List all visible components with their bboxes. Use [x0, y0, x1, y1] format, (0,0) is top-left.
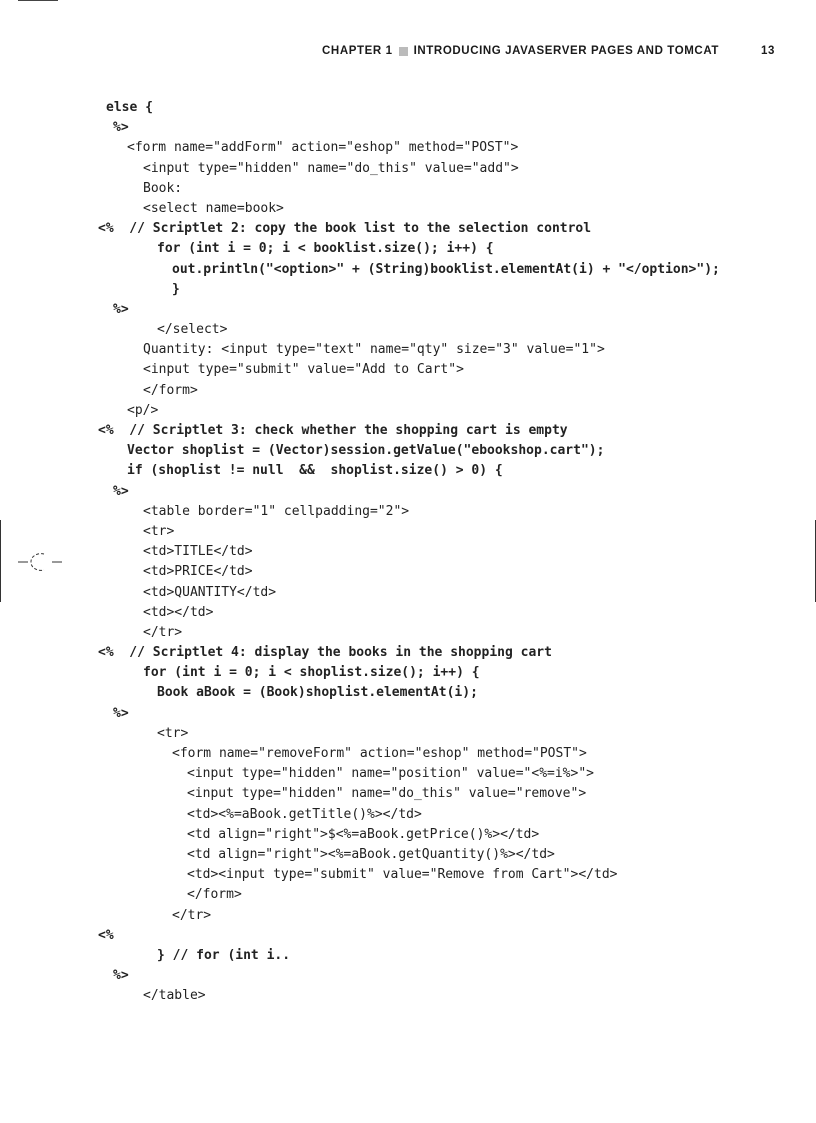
code-listing: [0, 98, 816, 1006]
code-line: </form>: [187, 887, 242, 903]
code-line: } // for (int i..: [157, 947, 291, 963]
crop-mark-top: [18, 0, 58, 1]
page-number: 13: [761, 45, 775, 57]
code-line: %>: [113, 120, 129, 136]
code-line: <% // Scriptlet 4: display the books in the shopping cart: [98, 645, 552, 661]
code-line: <p/>: [127, 402, 159, 418]
code-line: <td>PRICE</td>: [143, 564, 253, 580]
code-line: <td>TITLE</td>: [143, 544, 253, 560]
code-line: for (int i = 0; i < shoplist.size(); i++) {: [143, 665, 480, 681]
separator-square-icon: [399, 47, 408, 56]
code-line: Book aBook = (Book)shoplist.elementAt(i);: [157, 685, 478, 701]
code-line: </table>: [143, 988, 206, 1004]
code-line: </form>: [143, 382, 198, 398]
code-line: <input type="submit" value="Add to Cart">: [143, 362, 464, 378]
code-line: <tr>: [157, 725, 189, 741]
code-line: <tr>: [143, 523, 175, 539]
code-line: <% // Scriptlet 2: copy the book list to the selection control: [98, 221, 592, 237]
code-line: %>: [113, 301, 129, 317]
code-line: <td><%=aBook.getTitle()%></td>: [187, 806, 422, 822]
code-line: Quantity: <input type="text" name="qty" size="3" value="1">: [143, 342, 605, 358]
code-line: <%: [98, 927, 114, 943]
registration-mark-icon: [18, 548, 64, 576]
code-line: <td>QUANTITY</td>: [143, 584, 277, 600]
code-line: <% // Scriptlet 3: check whether the shopping cart is empty: [98, 423, 568, 438]
chapter-label: CHAPTER 1: [322, 45, 393, 57]
code-line: out.println("<option>" + (String)booklist.elementAt(i) + "</option>");: [172, 261, 720, 277]
code-line: <form name="removeForm" action="eshop" method="POST">: [172, 746, 587, 761]
code-line: <input type="hidden" name="do_this" value="add">: [143, 160, 519, 176]
code-line: %>: [113, 483, 129, 499]
code-line: </tr>: [143, 624, 183, 640]
code-line: %>: [113, 968, 129, 984]
code-line: <td></td>: [143, 604, 214, 620]
trim-mark-left: [0, 520, 1, 602]
code-line: Book:: [143, 180, 183, 196]
code-line: Vector shoplist = (Vector)session.getValue("ebookshop.cart");: [127, 443, 605, 459]
code-line: for (int i = 0; i < booklist.size(); i++) {: [157, 241, 494, 257]
code-line: else {: [106, 100, 153, 115]
code-line: </tr>: [172, 907, 212, 923]
code-line: <input type="hidden" name="position" value="<%=i%>">: [187, 766, 594, 782]
running-header: [0, 43, 775, 59]
code-line: <td align="right">$<%=aBook.getPrice()%></td>: [187, 826, 540, 842]
code-line: <td><input type="submit" value="Remove from Cart"></td>: [187, 867, 618, 883]
code-line: if (shoplist != null && shoplist.size() > 0) {: [127, 463, 503, 479]
code-line: <td align="right"><%=aBook.getQuantity()%></td>: [187, 846, 555, 862]
code-line: <table border="1" cellpadding="2">: [143, 503, 410, 519]
code-line: <input type="hidden" name="do_this" value="remove">: [187, 786, 587, 802]
code-line: }: [172, 281, 180, 297]
code-line: %>: [113, 705, 129, 721]
chapter-title: INTRODUCING JAVASERVER PAGES AND TOMCAT: [413, 45, 719, 57]
code-line: <select name=book>: [143, 200, 284, 216]
code-line: <form name="addForm" action="eshop" method="POST">: [127, 140, 519, 156]
code-line: </select>: [157, 322, 228, 338]
